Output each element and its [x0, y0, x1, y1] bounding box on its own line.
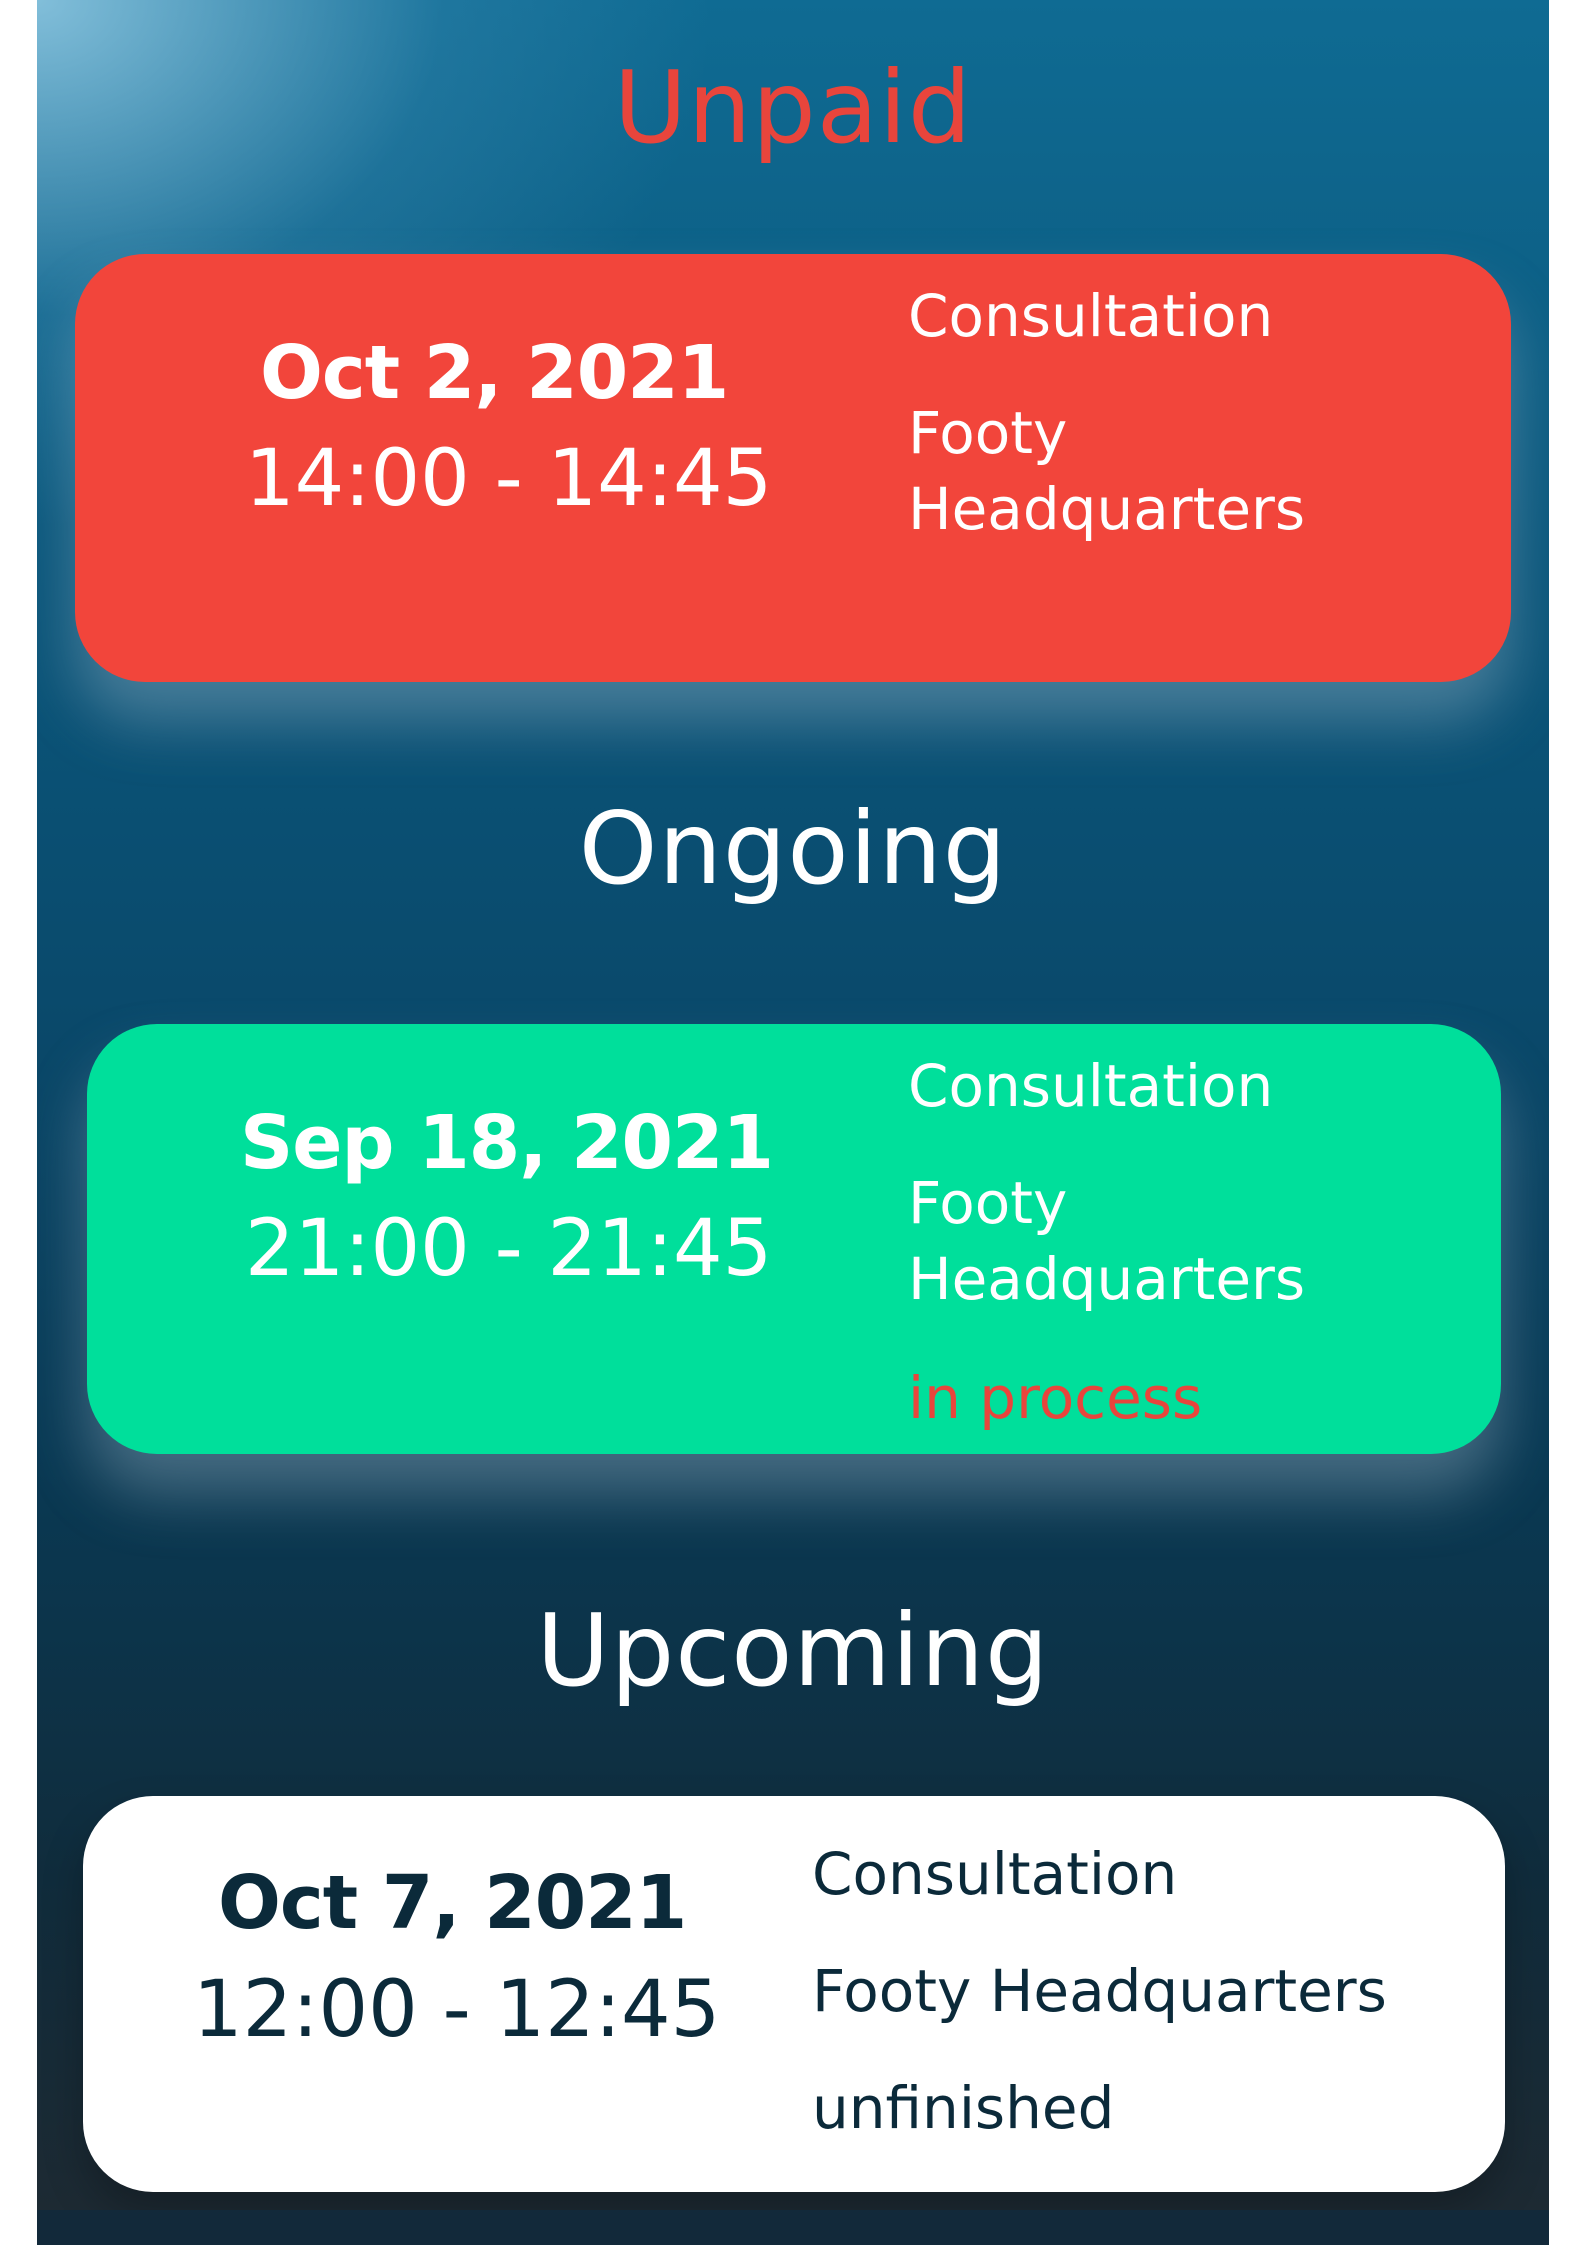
appointment-location-line2: Headquarters [908, 475, 1306, 543]
appointment-type: Consultation [908, 1052, 1274, 1120]
appointment-status: unfinished [812, 2074, 1115, 2142]
appointment-location-line1: Footy [908, 1169, 1068, 1237]
appointments-screen [37, 0, 1549, 2210]
appointment-card-ongoing[interactable] [87, 1024, 1501, 1454]
appointment-date: Sep 18, 2021 [240, 1100, 774, 1186]
appointment-time: 21:00 - 21:45 [245, 1204, 773, 1294]
appointment-type: Consultation [908, 282, 1274, 350]
appointment-date: Oct 7, 2021 [218, 1860, 687, 1946]
appointment-date: Oct 2, 2021 [260, 330, 729, 416]
appointment-time: 12:00 - 12:45 [193, 1965, 721, 2055]
section-title-unpaid: Unpaid [613, 49, 973, 166]
appointment-card-unpaid[interactable] [75, 254, 1511, 682]
bottom-bar-edge [37, 2210, 1549, 2245]
section-title-ongoing: Ongoing [578, 790, 1008, 907]
appointment-type: Consultation [812, 1840, 1178, 1908]
appointment-location: Footy Headquarters [812, 1957, 1387, 2025]
appointment-status: in process [908, 1364, 1203, 1432]
section-title-upcoming: Upcoming [536, 1592, 1050, 1709]
appointment-location-line2: Headquarters [908, 1245, 1306, 1313]
appointment-card-upcoming[interactable] [83, 1796, 1505, 2192]
appointment-location-line1: Footy [908, 399, 1068, 467]
appointment-time: 14:00 - 14:45 [245, 434, 773, 524]
